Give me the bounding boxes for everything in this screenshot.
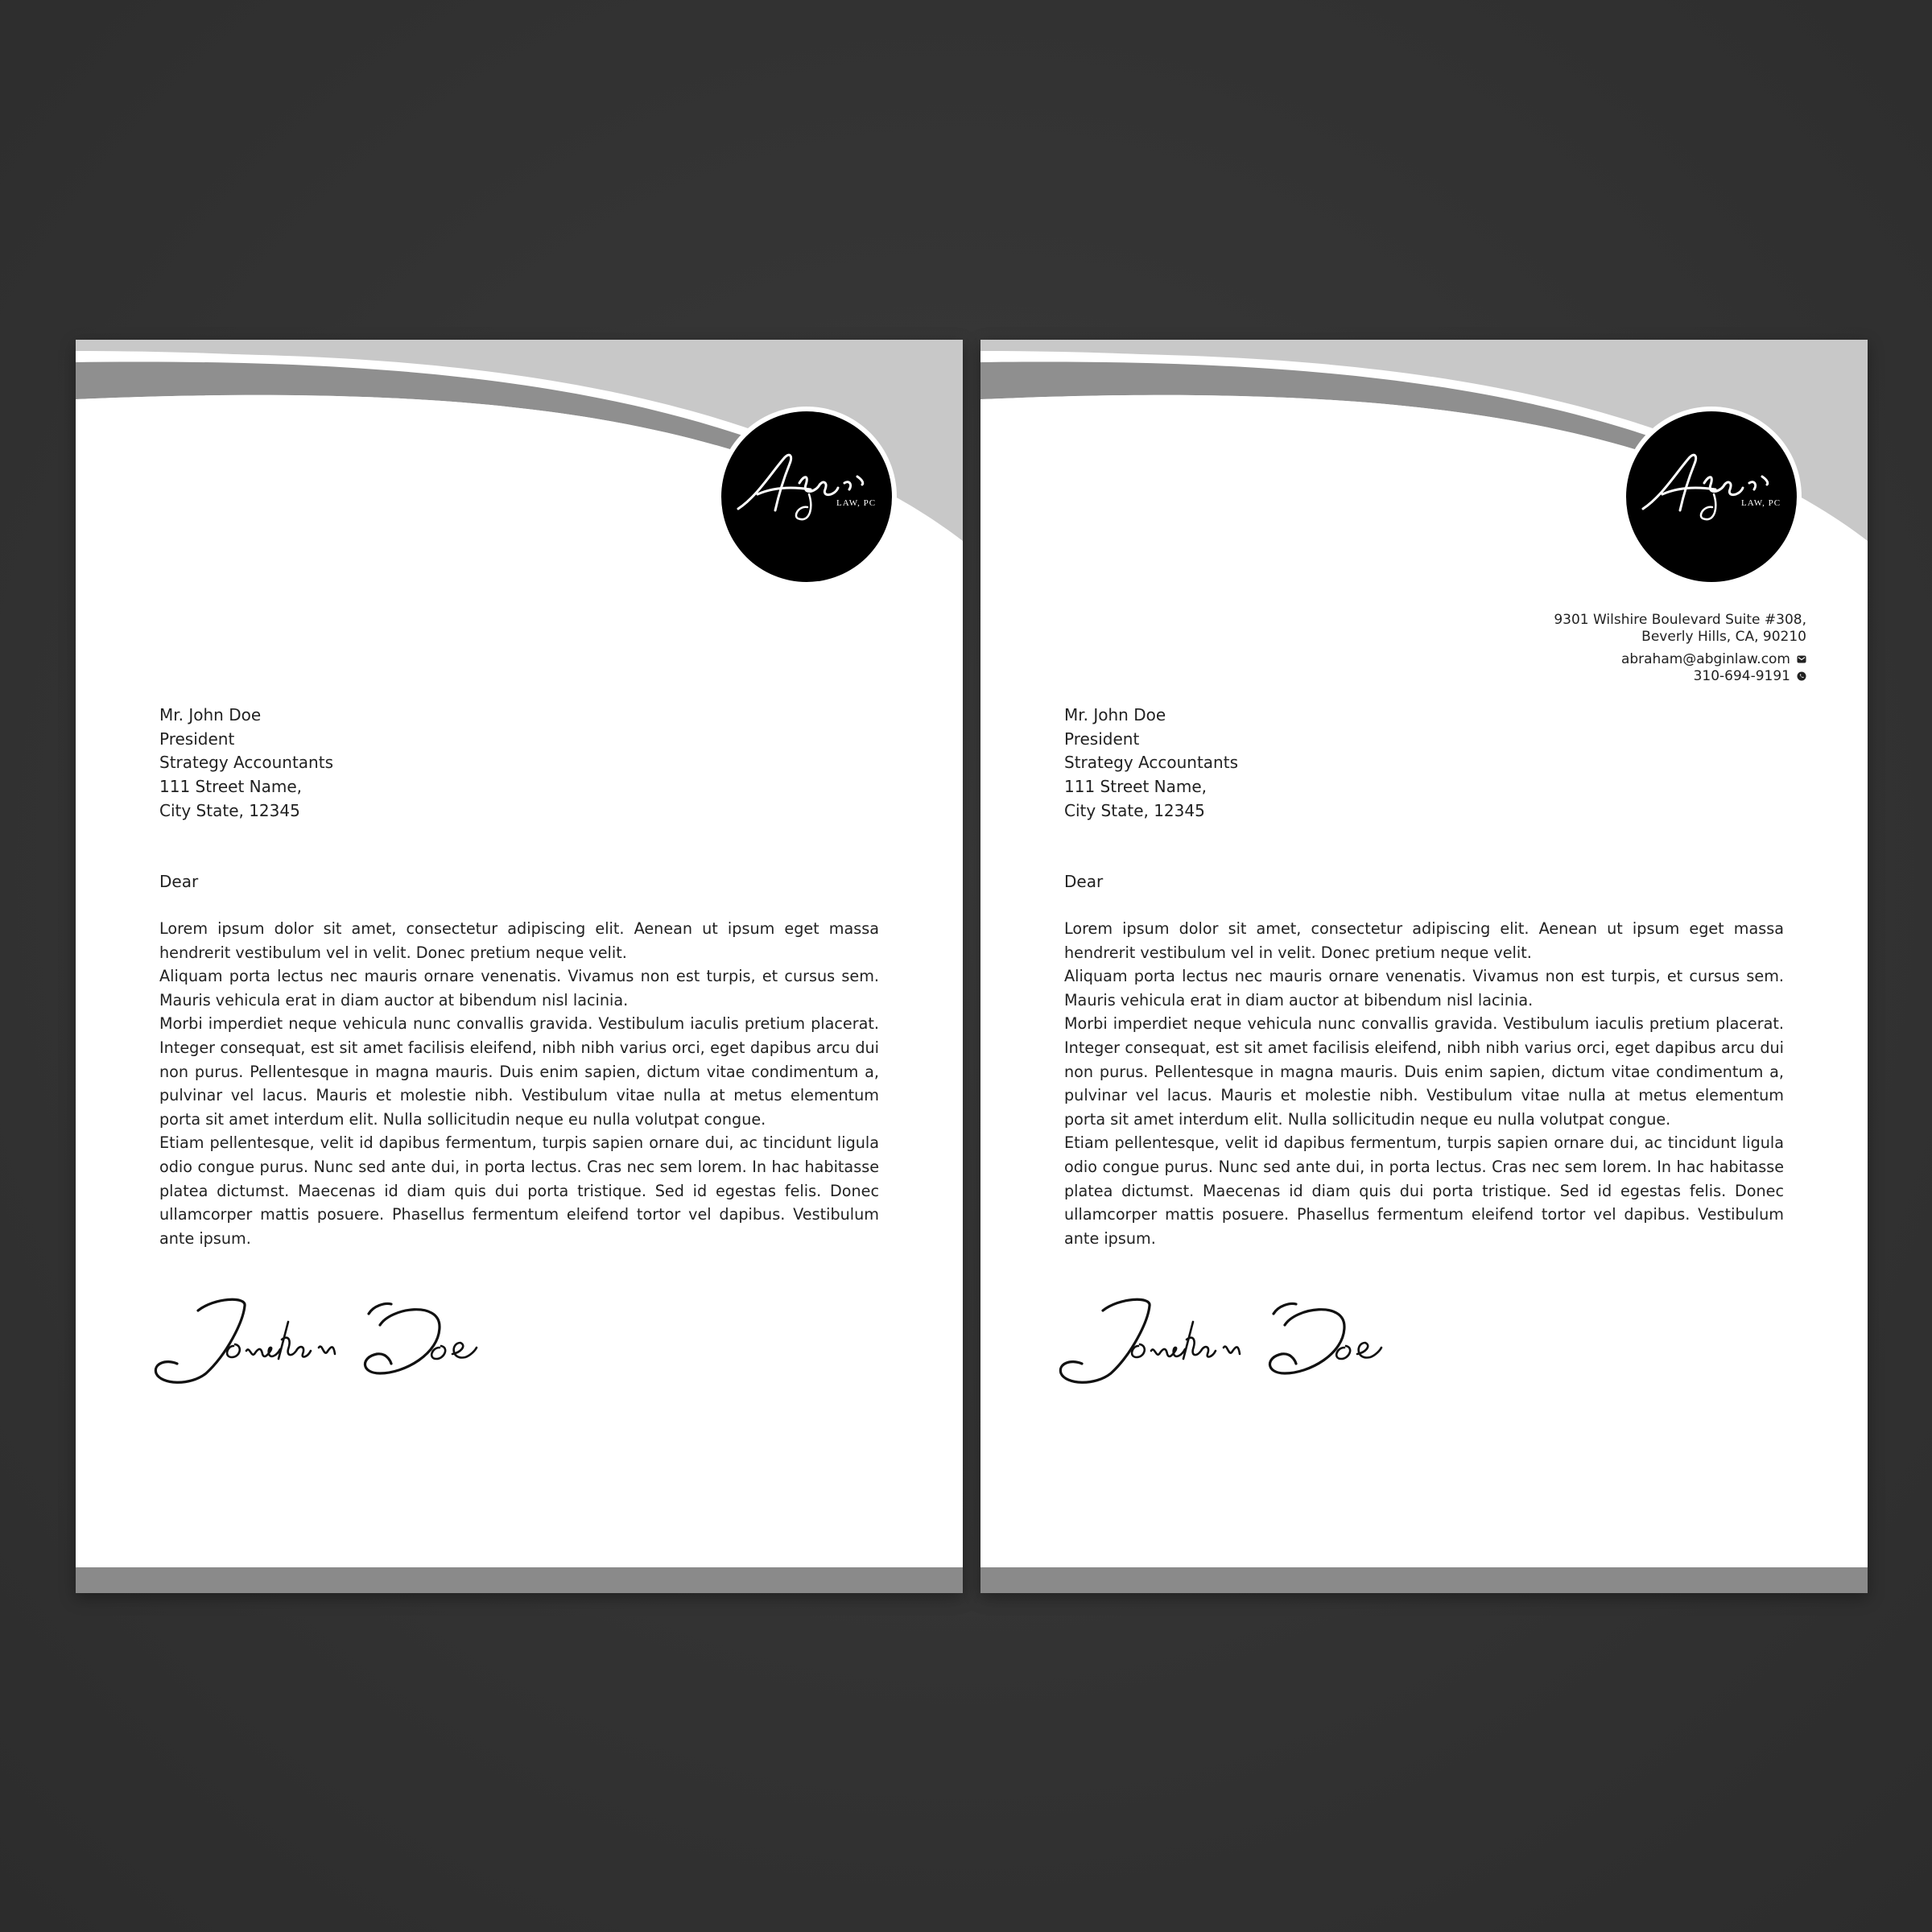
recipient-name: Mr. John Doe [159, 705, 262, 724]
body-paragraph: Lorem ipsum dolor sit amet, consectetur adipiscing elit. Aenean ut ipsum eget massa hendrerit vestibulum vel in velit. Donec pretium neque velit. [1064, 919, 1784, 962]
address-line-2: Beverly Hills, CA, 90210 [1641, 629, 1806, 645]
address-line-1: 9301 Wilshire Boulevard Suite #308, [1554, 612, 1806, 628]
footer-band [76, 1567, 963, 1593]
recipient-title: President [159, 729, 235, 749]
body-paragraph: Morbi imperdiet neque vehicula nunc convallis gravida. Vestibulum iaculis pretium placerat. Integer consequat, est sit amet facilisis eleifend, nibh nibh varius orci, eget dapibus arcu dui non purus. Pellentesque in magna mauris. Duis enim sapien, dictum vitae condimentum a, pulvinar vel lacus. Mauris et molestie nibh. Vestibulum vitae nulla at metus elementum porta sit amet interdum elit. Nulla sollicitudin neque eu nulla volutpat congue. [1064, 1014, 1784, 1129]
email-address[interactable]: abraham@abginlaw.com [1620, 651, 1790, 667]
signature [1055, 1290, 1409, 1386]
letterhead-page-right [980, 340, 1868, 1593]
recipient-company: Strategy Accountants [1064, 753, 1238, 773]
letterhead-page-left [76, 340, 963, 1593]
recipient-city: City State, 12345 [159, 800, 300, 820]
mail-icon [1797, 654, 1806, 664]
recipient-name: Mr. John Doe [1064, 705, 1166, 724]
recipient-block [1064, 704, 1238, 824]
salutation: Dear [1064, 872, 1104, 891]
firm-logo [716, 406, 898, 588]
phone-row [1554, 668, 1806, 685]
firm-logo [1620, 406, 1802, 588]
recipient-street: 111 Street Name, [1064, 777, 1208, 797]
email-row [1554, 651, 1806, 668]
logo-subtitle: LAW, PC [1741, 498, 1781, 508]
salutation: Dear [159, 872, 199, 891]
contact-block [1554, 612, 1806, 685]
phone-number[interactable]: 310-694-9191 [1693, 668, 1790, 684]
phone-icon [1797, 671, 1806, 681]
signature [150, 1290, 504, 1386]
body-paragraph: Aliquam porta lectus nec mauris ornare venenatis. Vivamus non est turpis, et cursus sem. Mauris vehicula erat in diam auctor at bibendum nisl lacinia. [159, 967, 879, 1009]
body-paragraph: Etiam pellentesque, velit id dapibus fermentum, turpis sapien ornare dui, ac tincidunt ligula odio congue purus. Nunc sed ante dui, in porta lectus. Cras nec sem lorem. In hac habitasse platea dictumst. Maecenas id diam quis dui porta tristique. Sed id egestas felis. Donec ullamcorper mattis posuere. Phasellus fermentum eleifend tortor vel dapibus. Vestibulum ante ipsum. [1064, 1133, 1784, 1248]
letter-body [1064, 917, 1784, 1250]
recipient-block [159, 704, 333, 824]
letter-body [159, 917, 879, 1250]
logo-subtitle: LAW, PC [836, 498, 877, 508]
body-paragraph: Aliquam porta lectus nec mauris ornare venenatis. Vivamus non est turpis, et cursus sem. Mauris vehicula erat in diam auctor at bibendum nisl lacinia. [1064, 967, 1784, 1009]
recipient-title: President [1064, 729, 1140, 749]
body-paragraph: Lorem ipsum dolor sit amet, consectetur adipiscing elit. Aenean ut ipsum eget massa hendrerit vestibulum vel in velit. Donec pretium neque velit. [159, 919, 879, 962]
recipient-company: Strategy Accountants [159, 753, 333, 773]
body-paragraph: Morbi imperdiet neque vehicula nunc convallis gravida. Vestibulum iaculis pretium placerat. Integer consequat, est sit amet facilisis eleifend, nibh nibh varius orci, eget dapibus arcu dui non purus. Pellentesque in magna mauris. Duis enim sapien, dictum vitae condimentum a, pulvinar vel lacus. Mauris et molestie nibh. Vestibulum vitae nulla at metus elementum porta sit amet interdum elit. Nulla sollicitudin neque eu nulla volutpat congue. [159, 1014, 879, 1129]
recipient-city: City State, 12345 [1064, 800, 1205, 820]
footer-band [980, 1567, 1868, 1593]
body-paragraph: Etiam pellentesque, velit id dapibus fermentum, turpis sapien ornare dui, ac tincidunt ligula odio congue purus. Nunc sed ante dui, in porta lectus. Cras nec sem lorem. In hac habitasse platea dictumst. Maecenas id diam quis dui porta tristique. Sed id egestas felis. Donec ullamcorper mattis posuere. Phasellus fermentum eleifend tortor vel dapibus. Vestibulum ante ipsum. [159, 1133, 879, 1248]
recipient-street: 111 Street Name, [159, 777, 303, 797]
